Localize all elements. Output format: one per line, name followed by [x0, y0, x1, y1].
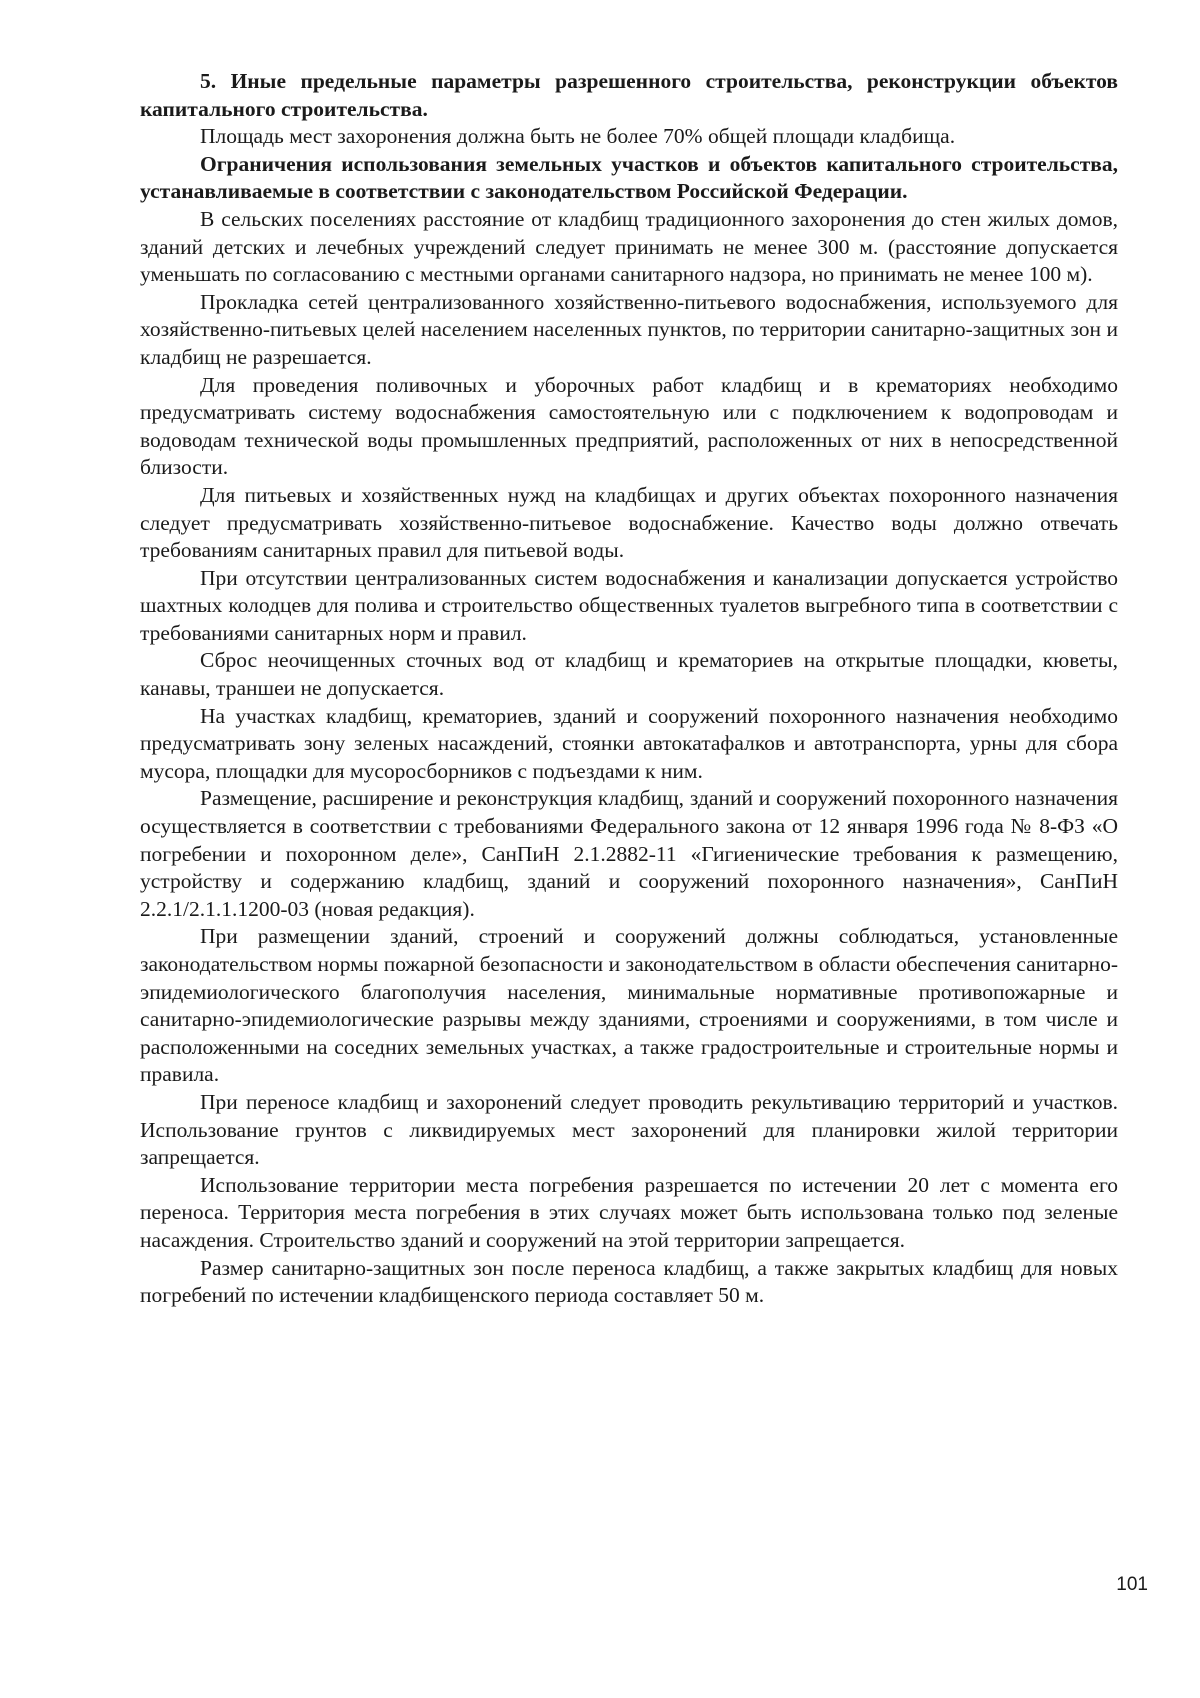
section-heading: 5. Иные предельные параметры разрешенного строительства, реконструкции объектов капитального строительства. [140, 69, 1118, 121]
document-body [140, 68, 1118, 1310]
paragraph: При переносе кладбищ и захоронений следует проводить рекультивацию территорий и участков. Использование грунтов с ликвидируемых мест захоронений для планировки жилой территории запрещается. [140, 1089, 1118, 1170]
paragraph: Площадь мест захоронения должна быть не более 70% общей площади кладбища. [200, 124, 956, 149]
paragraph: Для проведения поливочных и уборочных работ кладбищ и в крематориях необходимо предусматривать систему водоснабжения самостоятельную или с подключением к водопроводам и водоводам технической воды промышленных предприятий, расположенных от них в непосредственной близости. [140, 372, 1118, 480]
paragraph: При размещении зданий, строений и сооружений должны соблюдаться, установленные законодательством нормы пожарной безопасности и законодательством в области обеспечения санитарно-эпидемиологического благополучия населения, минимальные нормативные противопожарные и санитарно-эпидемиологические разрывы между зданиями, строениями и сооружениями, в том числе и расположенными на соседних земельных участках, а также градостроительные и строительные нормы и правила. [140, 924, 1118, 1087]
paragraph: Использование территории места погребения разрешается по истечении 20 лет с момента его переноса. Территория места погребения в этих случаях может быть использована только под зеленые насаждения. Строительство зданий и сооружений на этой территории запрещается. [140, 1172, 1118, 1252]
paragraph: Прокладка сетей централизованного хозяйственно-питьевого водоснабжения, используемого для хозяйственно-питьевых целей населением населенных пунктов, по территории санитарно-защитных зон и кладбищ не разрешается. [140, 289, 1118, 369]
paragraph: Сброс неочищенных сточных вод от кладбищ и крематориев на открытые площадки, кюветы, канавы, траншеи не допускается. [140, 648, 1118, 701]
paragraph: При отсутствии централизованных систем водоснабжения и канализации допускается устройство шахтных колодцев для полива и строительство общественных туалетов выгребного типа в соответствии с требованиями санитарных норм и правил. [140, 565, 1118, 645]
paragraph: Размещение, расширение и реконструкция кладбищ, зданий и сооружений похоронного назначения осуществляется в соответствии с требованиями Федерального закона от 12 января 1996 года № 8-ФЗ «О погребении и похоронном деле», СанПиН 2.1.2882-11 «Гигиенические требования к размещению, устройству и содержанию кладбищ, зданий и сооружений похоронного назначения», СанПиН 2.2.1/2.1.1.1200-03 (новая редакция). [140, 786, 1118, 921]
paragraph: Для питьевых и хозяйственных нужд на кладбищах и других объектах похоронного назначения следует предусматривать хозяйственно-питьевое водоснабжение. Качество воды должно отвечать требованиям санитарных правил для питьевой воды. [140, 482, 1118, 563]
paragraph: На участках кладбищ, крематориев, зданий и сооружений похоронного назначения необходимо предусматривать зону зеленых насаждений, стоянки автокатафалков и автотранспорта, урны для сбора мусора, площадки для мусоросборников с подъездами к ним. [140, 703, 1118, 783]
restrictions-heading: Ограничения использования земельных участков и объектов капитального строительства, устанавливаемые в соответствии с законодательством Российской Федерации. [140, 151, 1118, 204]
page-number: 101 [1116, 1574, 1148, 1595]
paragraph: Размер санитарно-защитных зон после переноса кладбищ, а также закрытых кладбищ для новых погребений по истечении кладбищенского периода составляет 50 м. [140, 1255, 1118, 1308]
paragraph: В сельских поселениях расстояние от кладбищ традиционного захоронения до стен жилых домов, зданий детских и лечебных учреждений следует принимать не менее 300 м. (расстояние допускается уменьшать по согласованию с местными органами санитарного надзора, но принимать не менее 100 м). [140, 206, 1118, 287]
